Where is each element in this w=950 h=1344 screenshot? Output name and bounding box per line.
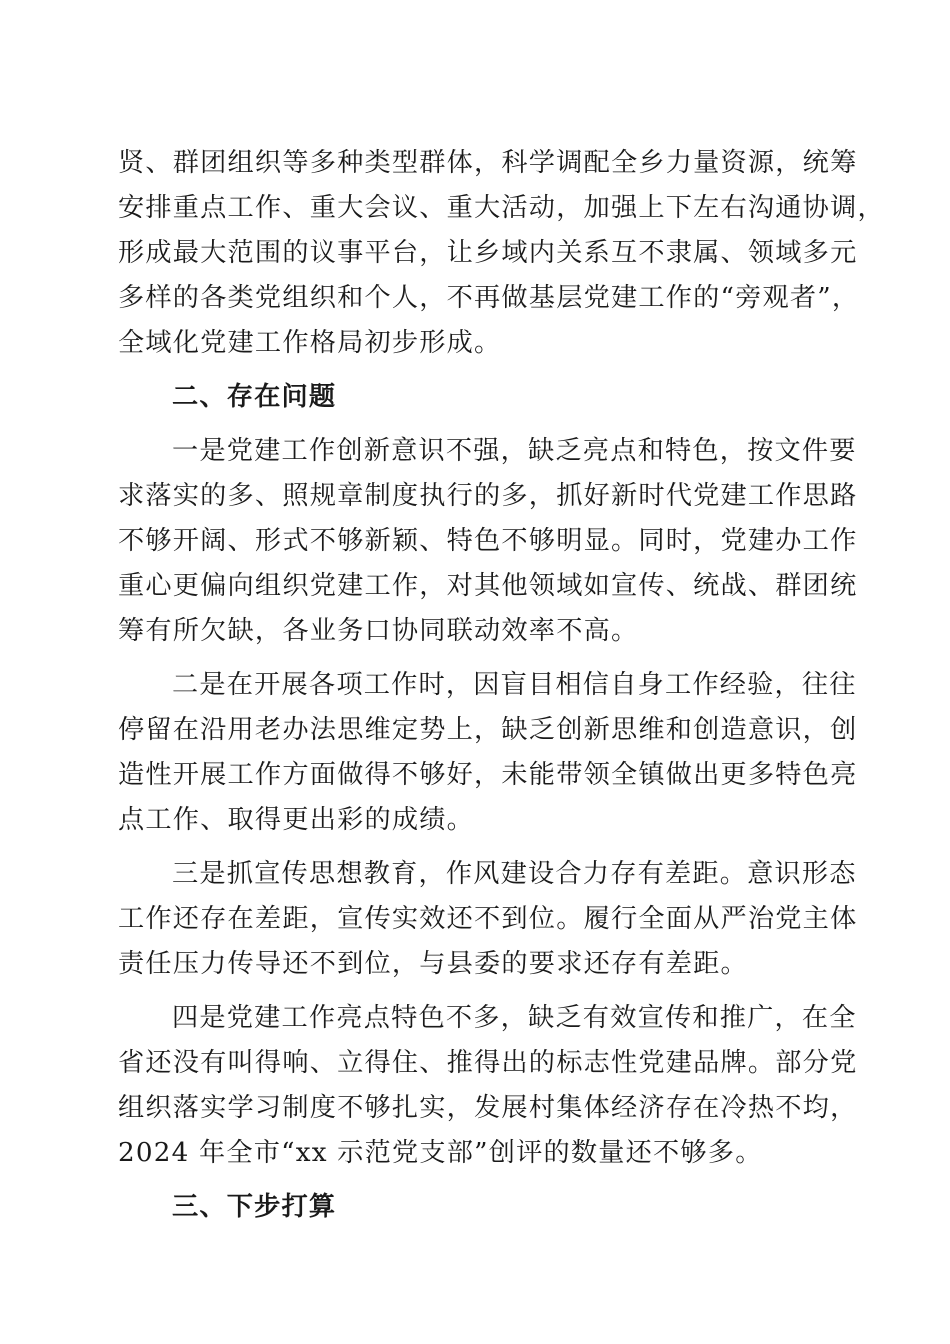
problem-paragraph-4	[118, 996, 858, 1176]
section-heading-problems: 二、存在问题	[172, 382, 337, 412]
paragraph-line: 安排重点工作、重大会议、重大活动，加强上下左右沟通协调，	[118, 193, 885, 223]
intro-paragraph	[118, 141, 885, 366]
paragraph-line: 多样的各类党组织和个人，不再做基层党建工作的“旁观者”，	[118, 283, 860, 313]
document-page	[118, 141, 885, 1230]
paragraph-line: 全域化党建工作格局初步形成。	[118, 328, 502, 358]
paragraph-line: 一是党建工作创新意识不强，缺乏亮点和特色，按文件要	[172, 436, 857, 466]
paragraph-line: 工作还存在差距，宣传实效还不到位。履行全面从严治党主体	[118, 904, 858, 934]
paragraph-line: 2024 年全市“xx 示范党支部”创评的数量还不够多。	[118, 1138, 763, 1168]
paragraph-line: 省还没有叫得响、立得住、推得出的标志性党建品牌。部分党	[118, 1048, 858, 1078]
paragraph-line: 重心更偏向组织党建工作，对其他领域如宣传、统战、群团统	[118, 571, 858, 601]
paragraph-line: 不够开阔、形式不够新颖、特色不够明显。同时，党建办工作	[118, 526, 858, 556]
problem-paragraph-3	[118, 852, 858, 987]
paragraph-line: 造性开展工作方面做得不够好，未能带领全镇做出更多特色亮	[118, 760, 858, 790]
paragraph-line: 二是在开展各项工作时，因盲目相信自身工作经验，往往	[172, 670, 857, 700]
section-heading-next-steps: 三、下步打算	[172, 1192, 337, 1222]
paragraph-line: 贤、群团组织等多种类型群体，科学调配全乡力量资源，统筹	[118, 148, 858, 178]
paragraph-line: 责任压力传导还不到位，与县委的要求还存有差距。	[118, 949, 748, 979]
paragraph-line: 点工作、取得更出彩的成绩。	[118, 805, 475, 835]
paragraph-line: 筹有所欠缺，各业务口协同联动效率不高。	[118, 616, 639, 646]
paragraph-line: 停留在沿用老办法思维定势上，缺乏创新思维和创造意识，创	[118, 715, 858, 745]
paragraph-line: 求落实的多、照规章制度执行的多，抓好新时代党建工作思路	[118, 481, 858, 511]
problem-paragraph-2	[118, 663, 858, 843]
paragraph-line: 四是党建工作亮点特色不多，缺乏有效宣传和推广，在全	[172, 1003, 857, 1033]
paragraph-line: 形成最大范围的议事平台，让乡域内关系互不隶属、领域多元	[118, 238, 858, 268]
problem-paragraph-1	[118, 429, 858, 654]
paragraph-line: 组织落实学习制度不够扎实，发展村集体经济存在冷热不均，	[118, 1093, 858, 1123]
paragraph-line: 三是抓宣传思想教育，作风建设合力存有差距。意识形态	[172, 859, 857, 889]
